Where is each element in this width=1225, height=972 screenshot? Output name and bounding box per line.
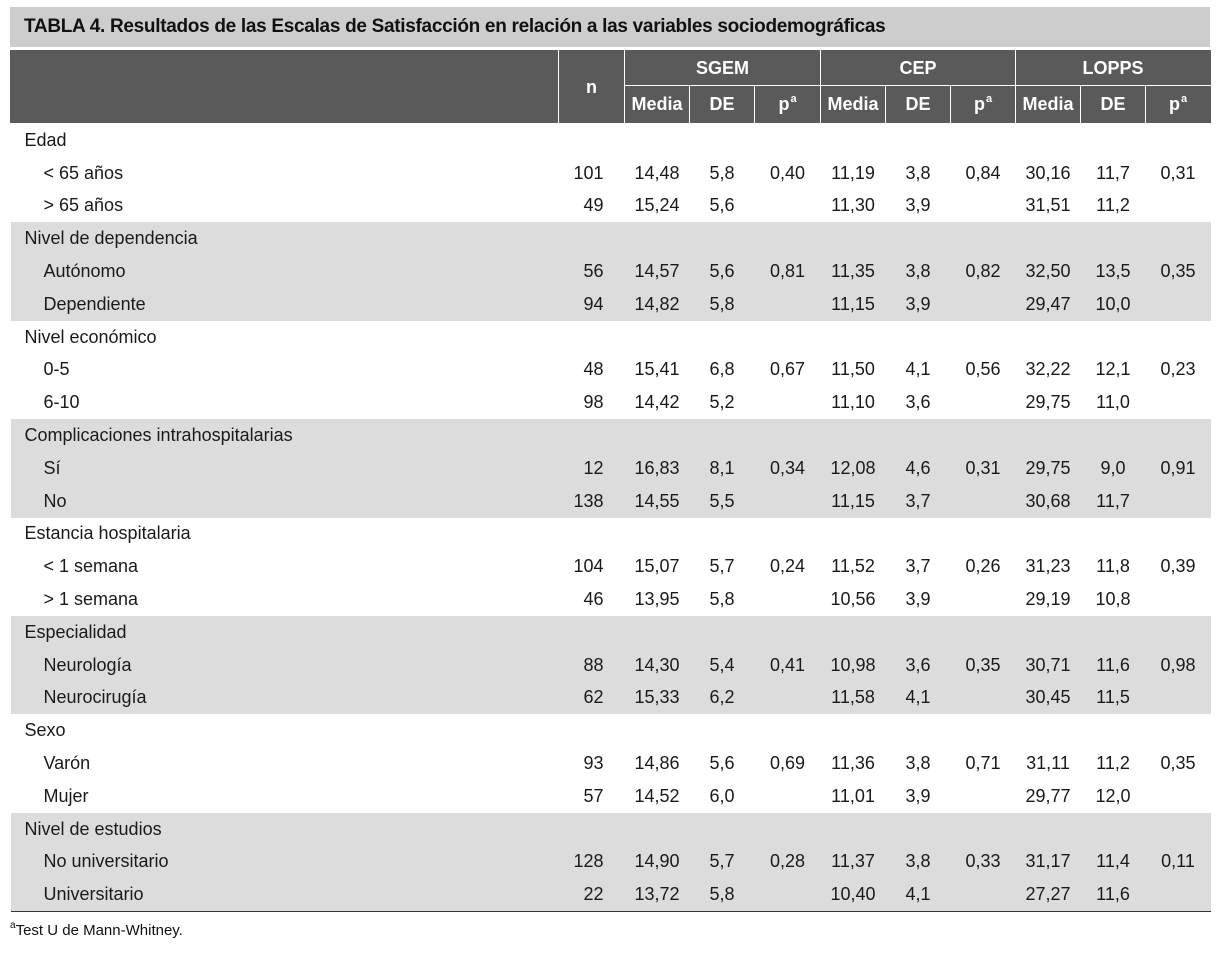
value-cell: 0,31 (951, 452, 1016, 485)
footnote-marker: a (10, 920, 16, 931)
subheader-p (1146, 86, 1211, 124)
value-cell: 0,23 (1160, 359, 1196, 380)
value-cell: 3,6 (886, 649, 951, 682)
value-cell: 3,8 (905, 162, 931, 183)
subheader-p-superscript: a (985, 93, 993, 105)
value-cell: 4,6 (886, 452, 951, 485)
value-cell: 30,45 (1016, 682, 1081, 715)
value-cell: 0,41 (755, 649, 821, 682)
subheader-p (951, 86, 1016, 124)
value-cell: 15,07 (634, 556, 680, 577)
value-cell: 30,71 (1016, 649, 1081, 682)
n-cell: 12 (559, 452, 625, 485)
value-cell (1146, 780, 1211, 813)
value-cell: 3,8 (886, 255, 951, 288)
table-title: TABLA 4. Resultados de las Escalas de Satisfacción en relación a las variables sociodemográficas (24, 16, 886, 37)
value-cell: 0,40 (769, 162, 806, 183)
value-cell (951, 878, 1016, 911)
value-cell: 11,6 (1081, 649, 1146, 682)
value-cell: 5,6 (709, 753, 735, 774)
value-cell: 12,08 (821, 452, 886, 485)
value-cell (1146, 878, 1211, 911)
group-label: Complicaciones intrahospitalarias (11, 419, 1211, 452)
value-cell: 11,8 (1096, 556, 1130, 577)
value-cell: 10,0 (1081, 288, 1146, 321)
subheader-de (886, 86, 951, 124)
subheader-media (1016, 86, 1081, 124)
value-cell: 11,37 (821, 846, 886, 879)
row-label: 0-5 (43, 359, 70, 380)
subheader-de (1081, 86, 1146, 124)
value-cell: 0,24 (769, 556, 806, 577)
value-cell: 29,75 (1016, 452, 1081, 485)
value-cell: 15,33 (625, 682, 690, 715)
subheader-media-label: Media (631, 94, 683, 114)
table-row (11, 288, 1211, 321)
row-label: < 65 años (43, 162, 124, 183)
value-cell: 0,35 (1146, 255, 1211, 288)
n-cell: 57 (583, 785, 604, 806)
value-cell: 5,8 (709, 162, 735, 183)
value-cell: 11,35 (821, 255, 886, 288)
value-cell: 0,82 (951, 255, 1016, 288)
row-label: Universitario (11, 878, 559, 911)
row-label: Varón (43, 753, 91, 774)
row-label: No (11, 485, 559, 518)
value-cell: 11,15 (821, 288, 886, 321)
value-cell (755, 878, 821, 911)
value-cell: 3,7 (886, 485, 951, 518)
n-cell: 46 (583, 589, 604, 610)
subheader-de-label: DE (709, 94, 735, 114)
subheader-p-superscript: a (790, 93, 797, 105)
header-group-lopps: LOPPS (1016, 51, 1211, 86)
value-cell: 0,69 (769, 753, 806, 774)
row-label: Neurología (11, 649, 559, 682)
n-cell: 128 (559, 846, 625, 879)
header-corner (11, 51, 559, 124)
value-cell: 14,86 (634, 753, 680, 774)
value-cell: 6,0 (709, 785, 735, 806)
value-cell (1146, 288, 1211, 321)
value-cell: 3,9 (905, 589, 931, 610)
value-cell: 16,83 (625, 452, 690, 485)
value-cell (1146, 583, 1211, 616)
value-cell: 0,81 (755, 255, 821, 288)
value-cell: 5,7 (690, 846, 755, 879)
footnote-text: Test U de Mann-Whitney. (15, 922, 183, 939)
value-cell: 0,91 (1146, 452, 1211, 485)
subheader-de (690, 86, 755, 124)
value-cell: 11,52 (831, 556, 875, 577)
table-row (11, 255, 1211, 288)
value-cell: 11,0 (1096, 392, 1130, 413)
value-cell: 14,52 (634, 785, 680, 806)
table-row (11, 780, 1211, 813)
subheader-media-label: Media (827, 94, 879, 114)
value-cell (755, 288, 821, 321)
value-cell: 14,57 (625, 255, 690, 288)
value-cell: 4,1 (905, 359, 931, 380)
value-cell (755, 190, 821, 223)
value-cell: 31,23 (1025, 556, 1071, 577)
n-cell: 104 (573, 556, 604, 577)
group-header-row (11, 321, 1211, 354)
row-label: < 1 semana (43, 556, 139, 577)
value-cell: 5,2 (709, 392, 735, 413)
table-row (11, 878, 1211, 911)
value-cell: 0,35 (951, 649, 1016, 682)
value-cell (755, 485, 821, 518)
value-cell: 11,50 (831, 359, 875, 380)
table-header (11, 51, 1211, 124)
value-cell: 5,4 (690, 649, 755, 682)
value-cell: 5,6 (709, 195, 735, 216)
table-row (11, 485, 1211, 518)
n-cell: 98 (583, 392, 604, 413)
group-label: Nivel económico (24, 326, 157, 347)
value-cell (755, 386, 821, 419)
row-label: Neurocirugía (11, 682, 559, 715)
value-cell: 14,82 (625, 288, 690, 321)
value-cell: 11,4 (1081, 846, 1146, 879)
row-label: Autónomo (11, 255, 559, 288)
group-header-row (11, 124, 1211, 157)
value-cell: 32,22 (1025, 359, 1071, 380)
value-cell: 11,58 (821, 682, 886, 715)
subheader-p-superscript: a (1180, 93, 1188, 105)
row-label: Sí (11, 452, 559, 485)
table-row (11, 452, 1211, 485)
value-cell: 11,01 (831, 785, 875, 806)
subheader-de-label: DE (1100, 94, 1126, 114)
value-cell: 11,19 (831, 162, 875, 183)
value-cell (755, 682, 821, 715)
value-cell: 6,2 (690, 682, 755, 715)
value-cell: 10,8 (1095, 589, 1131, 610)
n-cell: 62 (559, 682, 625, 715)
value-cell: 3,8 (886, 846, 951, 879)
value-cell: 5,8 (690, 878, 755, 911)
value-cell: 27,27 (1016, 878, 1081, 911)
group-header-row (11, 419, 1211, 452)
row-label: Mujer (43, 785, 89, 806)
n-cell: 49 (583, 195, 604, 216)
value-cell: 14,90 (625, 846, 690, 879)
value-cell: 0,28 (755, 846, 821, 879)
value-cell (1146, 190, 1211, 223)
value-cell: 0,31 (1160, 162, 1196, 183)
group-label: Especialidad (11, 616, 1211, 649)
value-cell: 5,8 (690, 288, 755, 321)
value-cell: 14,48 (634, 162, 680, 183)
value-cell: 31,17 (1016, 846, 1081, 879)
group-header-row (11, 714, 1211, 747)
value-cell (951, 780, 1016, 813)
n-cell: 48 (583, 359, 604, 380)
row-label: No universitario (11, 846, 559, 879)
value-cell (951, 288, 1016, 321)
value-cell: 0,35 (1160, 753, 1196, 774)
value-cell (1146, 682, 1211, 715)
value-cell: 10,40 (821, 878, 886, 911)
table-row (11, 583, 1211, 616)
value-cell: 3,8 (905, 753, 931, 774)
value-cell: 0,33 (951, 846, 1016, 879)
subheader-p-label: p (1168, 94, 1180, 114)
value-cell: 5,5 (690, 485, 755, 518)
table-row (11, 354, 1211, 387)
value-cell: 4,1 (886, 878, 951, 911)
row-label: > 65 años (43, 195, 124, 216)
value-cell: 3,6 (905, 392, 931, 413)
header-group-sgem: SGEM (625, 51, 821, 86)
value-cell: 0,98 (1146, 649, 1211, 682)
value-cell: 11,7 (1081, 485, 1146, 518)
value-cell: 0,56 (965, 359, 1001, 380)
table-body (11, 124, 1211, 912)
group-header-row (11, 616, 1211, 649)
value-cell: 15,41 (634, 359, 680, 380)
value-cell: 10,56 (830, 589, 876, 610)
value-cell: 5,7 (709, 556, 735, 577)
value-cell: 11,2 (1096, 753, 1130, 774)
value-cell: 11,6 (1081, 878, 1146, 911)
value-cell: 10,98 (821, 649, 886, 682)
value-cell: 9,0 (1081, 452, 1146, 485)
value-cell: 11,5 (1081, 682, 1146, 715)
group-label: Nivel de estudios (11, 813, 1211, 846)
table-row (11, 190, 1211, 223)
value-cell: 13,95 (634, 589, 680, 610)
value-cell: 11,30 (831, 195, 875, 216)
group-label: Sexo (24, 720, 66, 741)
group-header-row (11, 222, 1211, 255)
value-cell: 14,55 (625, 485, 690, 518)
value-cell: 12,1 (1095, 359, 1131, 380)
value-cell: 0,11 (1146, 846, 1211, 879)
subheader-media (625, 86, 690, 124)
value-cell: 15,24 (634, 195, 680, 216)
value-cell: 3,9 (886, 288, 951, 321)
value-cell: 0,71 (965, 753, 1001, 774)
subheader-p-label: p (973, 94, 985, 114)
subheader-media-label: Media (1022, 94, 1074, 114)
group-label: Nivel de dependencia (11, 222, 1211, 255)
value-cell: 31,11 (1026, 753, 1070, 774)
value-cell (755, 780, 821, 813)
value-cell: 11,15 (821, 485, 886, 518)
group-label: Edad (24, 129, 67, 150)
value-cell: 0,39 (1160, 556, 1196, 577)
table-row (11, 386, 1211, 419)
n-cell: 22 (559, 878, 625, 911)
value-cell: 13,72 (625, 878, 690, 911)
n-cell: 138 (559, 485, 625, 518)
subheader-de-label: DE (905, 94, 931, 114)
n-cell: 94 (559, 288, 625, 321)
value-cell: 0,34 (755, 452, 821, 485)
header-n: n (559, 51, 625, 124)
value-cell: 4,1 (886, 682, 951, 715)
value-cell: 31,51 (1025, 195, 1071, 216)
value-cell: 3,9 (905, 195, 931, 216)
value-cell: 11,7 (1096, 162, 1130, 183)
value-cell: 14,30 (625, 649, 690, 682)
value-cell: 29,75 (1025, 392, 1071, 413)
subheader-media (821, 86, 886, 124)
value-cell: 11,36 (831, 753, 875, 774)
value-cell (951, 583, 1016, 616)
n-cell: 88 (559, 649, 625, 682)
value-cell (1146, 485, 1211, 518)
value-cell: 6,8 (709, 359, 735, 380)
row-label: 6-10 (43, 392, 80, 413)
value-cell: 29,19 (1025, 589, 1071, 610)
table-row (11, 682, 1211, 715)
results-table (10, 50, 1211, 912)
value-cell: 11,10 (831, 392, 875, 413)
group-header-row (11, 813, 1211, 846)
n-cell: 101 (573, 162, 604, 183)
value-cell: 5,6 (690, 255, 755, 288)
subheader-p-label: p (778, 94, 790, 114)
value-cell: 8,1 (690, 452, 755, 485)
value-cell (755, 583, 821, 616)
subheader-p (755, 86, 821, 124)
row-label: > 1 semana (43, 589, 139, 610)
footnote (10, 922, 183, 939)
value-cell: 29,77 (1025, 785, 1071, 806)
table-title-bar (10, 7, 1210, 47)
value-cell: 0,84 (965, 162, 1001, 183)
table-row (11, 846, 1211, 879)
value-cell: 0,67 (769, 359, 806, 380)
group-header-row (11, 518, 1211, 551)
value-cell (951, 386, 1016, 419)
value-cell (1146, 386, 1211, 419)
value-cell: 30,16 (1025, 162, 1071, 183)
value-cell: 0,26 (965, 556, 1001, 577)
group-label: Estancia hospitalaria (24, 523, 191, 544)
value-cell: 3,9 (905, 785, 931, 806)
value-cell: 32,50 (1016, 255, 1081, 288)
n-cell: 93 (583, 753, 604, 774)
row-label: Dependiente (11, 288, 559, 321)
table-row (11, 649, 1211, 682)
value-cell (951, 485, 1016, 518)
value-cell (951, 682, 1016, 715)
value-cell: 11,2 (1096, 195, 1130, 216)
table-row (11, 747, 1211, 780)
value-cell: 29,47 (1016, 288, 1081, 321)
value-cell: 5,8 (709, 589, 735, 610)
n-cell: 56 (559, 255, 625, 288)
value-cell: 30,68 (1016, 485, 1081, 518)
value-cell: 14,42 (634, 392, 680, 413)
header-group-cep: CEP (821, 51, 1016, 86)
table-row (11, 550, 1211, 583)
value-cell: 13,5 (1081, 255, 1146, 288)
table-row (11, 157, 1211, 190)
value-cell: 3,7 (905, 556, 931, 577)
value-cell (951, 190, 1016, 223)
value-cell: 12,0 (1095, 785, 1131, 806)
